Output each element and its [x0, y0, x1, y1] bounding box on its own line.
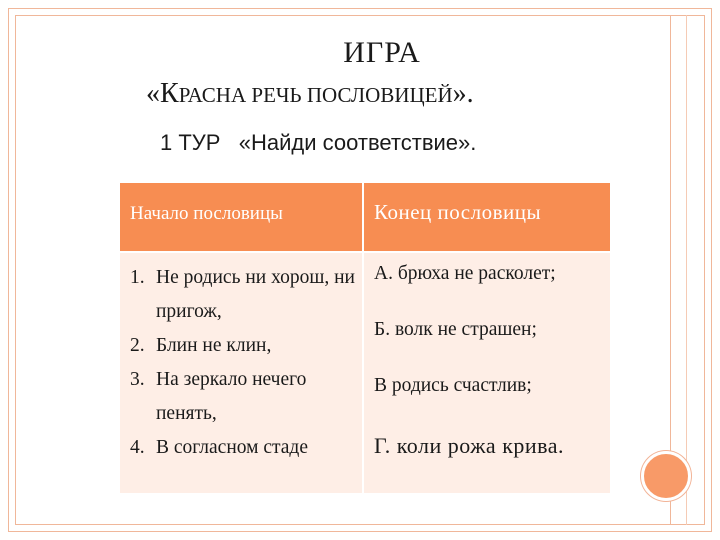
slide-subtitle: 1 ТУР «Найди соответствие». [160, 130, 477, 155]
slide-title: ИГРА [343, 36, 421, 69]
item-text: На зеркало нечего пенять, [156, 369, 307, 424]
item-text: Не родись ни хорош, ни пригож, [156, 267, 355, 322]
decorative-circle [641, 451, 691, 501]
header-beginning: Начало пословицы [120, 183, 362, 251]
item-text: В согласном стаде [156, 437, 309, 458]
list-item [130, 431, 362, 465]
title-close: ». [452, 78, 474, 109]
list-item [130, 363, 362, 431]
item-number: 3. [130, 369, 145, 390]
item-text: Блин не клин, [156, 335, 272, 356]
list-item: Б. волк не страшен; [374, 319, 537, 340]
list-item: Г. коли рожа крива. [374, 433, 565, 458]
list-item [130, 261, 362, 329]
list-item: А. брюха не расколет; [374, 263, 556, 284]
endings-cell [364, 253, 610, 493]
proverb-table [120, 183, 610, 493]
header-ending: Конец пословицы [364, 183, 610, 251]
item-number: 2. [130, 335, 145, 356]
decorative-stripe [670, 15, 705, 525]
item-number: 1. [130, 267, 145, 288]
list-item [130, 329, 362, 363]
list-item: В родись счастлив; [374, 375, 532, 396]
slide-title-line2 [146, 78, 474, 110]
decorative-stripe-line [686, 15, 687, 525]
beginnings-list [130, 261, 362, 465]
item-number: 4. [130, 437, 145, 458]
beginnings-cell [120, 253, 362, 493]
title-open: «К [146, 78, 179, 109]
title-smallcaps: РАСНА РЕЧЬ ПОСЛОВИЦЕЙ [178, 83, 453, 107]
